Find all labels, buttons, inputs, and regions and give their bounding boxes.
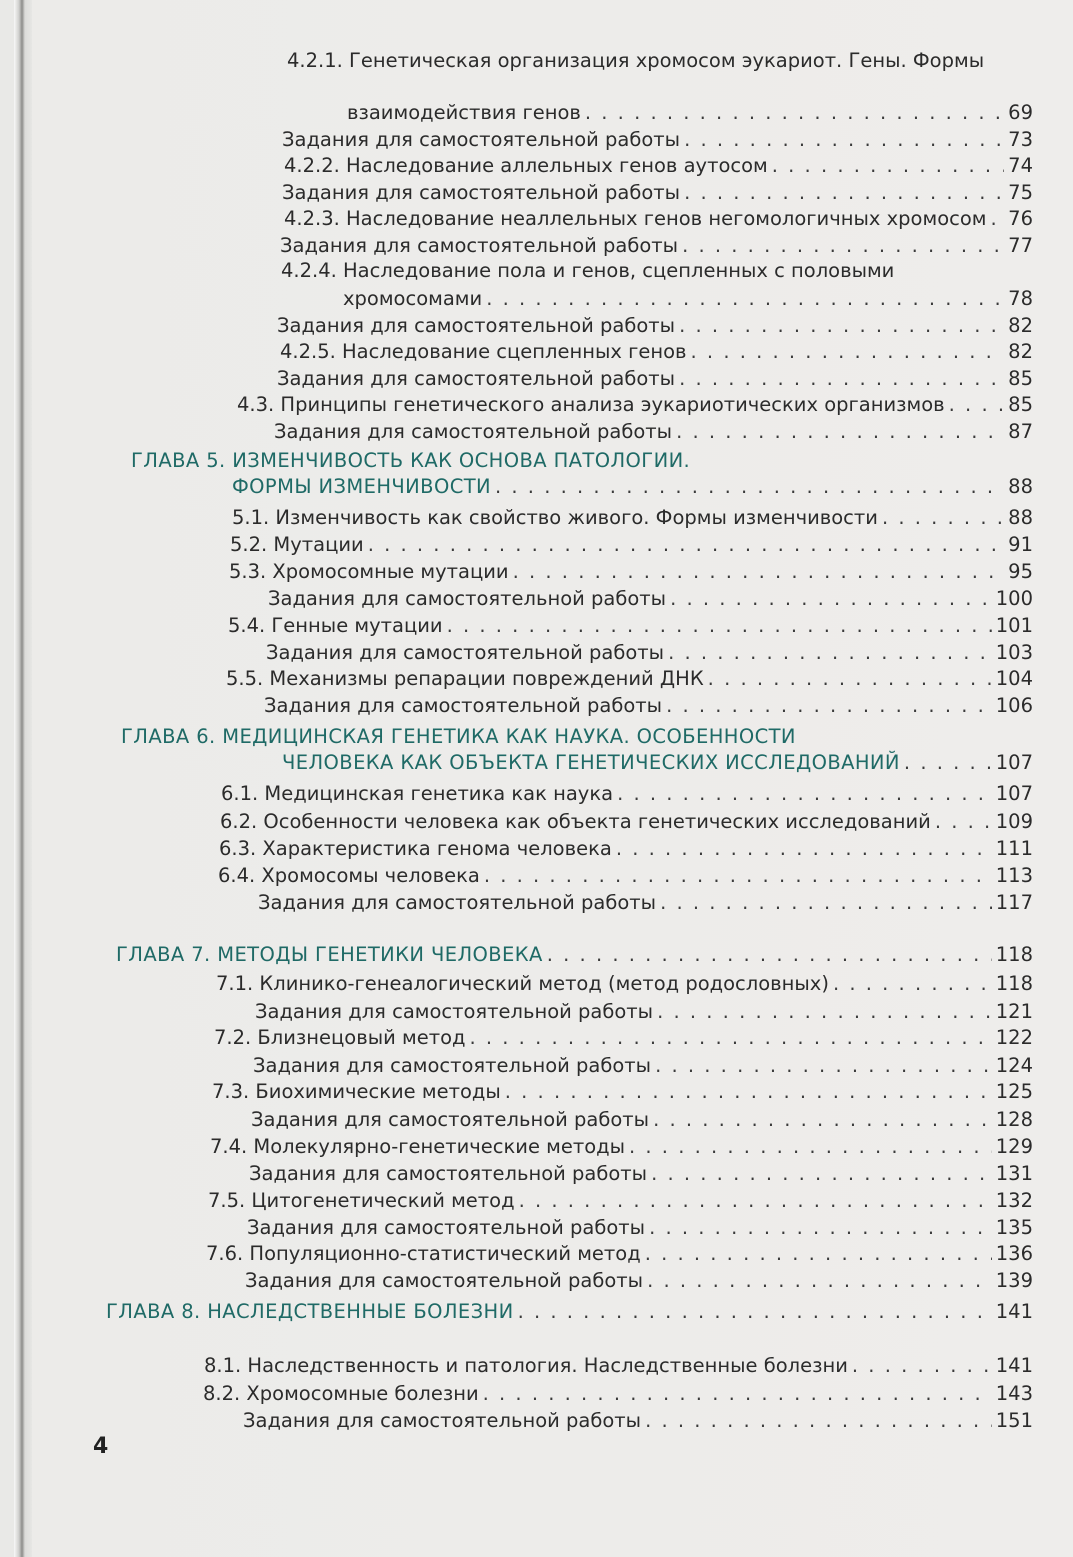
toc-entry-page: 132 — [995, 1189, 1033, 1212]
toc-entry — [228, 611, 1033, 641]
toc-entry-text: Задания для самостоятельной работы — [277, 314, 676, 337]
toc-entry-text: 8.2. Хромосомные болезни — [203, 1382, 479, 1405]
toc-entry — [249, 1159, 1033, 1189]
toc-entry-text: 7.6. Популяционно-статистический метод — [206, 1242, 641, 1265]
toc-entry-page: 151 — [995, 1409, 1033, 1432]
dot-leader — [513, 557, 1005, 587]
dot-leader — [651, 1159, 992, 1189]
toc-entry-page: 91 — [1008, 533, 1033, 556]
toc-entry-page: 77 — [1008, 234, 1033, 257]
toc-entry-text: Задания для самостоятельной работы — [274, 420, 673, 443]
toc-entry-text: Задания для самостоятельной работы — [243, 1409, 642, 1432]
toc-entry — [220, 807, 1033, 837]
dot-leader — [495, 472, 1004, 502]
toc-entry — [206, 1239, 1033, 1269]
toc-entry-text: 5.4. Генные мутации — [228, 614, 443, 637]
toc-entry — [210, 1132, 1033, 1162]
toc-entry-text: Задания для самостоятельной работы — [249, 1162, 648, 1185]
toc-entry — [243, 1406, 1033, 1436]
toc-entry-page: 87 — [1008, 420, 1033, 443]
dot-leader — [904, 748, 992, 778]
toc-entry-text: хромосомами — [343, 287, 483, 310]
chapter-heading-text: ГЛАВА 8. НАСЛЕДСТВЕННЫЕ БОЛЕЗНИ — [106, 1300, 514, 1323]
dot-leader — [447, 611, 992, 641]
dot-leader — [833, 969, 992, 999]
toc-entry — [268, 584, 1033, 614]
toc-entry-page: 135 — [995, 1216, 1033, 1239]
dot-leader — [645, 1239, 992, 1269]
toc-entry-text: 4.3. Принципы генетического анализа эукариотических организмов — [237, 393, 945, 416]
dot-leader — [991, 204, 1005, 234]
toc-entry — [230, 530, 1033, 560]
toc-entry — [274, 417, 1033, 447]
dot-leader — [935, 807, 992, 837]
toc-entry-text: 5.3. Хромосомные мутации — [229, 560, 509, 583]
dot-leader — [666, 691, 992, 721]
toc-entry-text: Задания для самостоятельной работы — [251, 1108, 650, 1131]
toc-entry-page: 125 — [995, 1080, 1033, 1103]
dot-leader — [505, 1077, 992, 1107]
toc-entry-page: 129 — [995, 1135, 1033, 1158]
toc-entry — [226, 664, 1033, 694]
toc-entry-page: 107 — [995, 782, 1033, 805]
toc-entry-text: Задания для самостоятельной работы — [264, 694, 663, 717]
toc-entry-text: 6.2. Особенности человека как объекта генетических исследований — [220, 810, 931, 833]
toc-entry-text: 5.1. Изменчивость как свойство живого. Формы изменчивости — [232, 506, 878, 529]
toc-entry-text: Задания для самостоятельной работы — [245, 1269, 644, 1292]
toc-entry-page: 78 — [1008, 287, 1033, 310]
toc-entry-page: 111 — [995, 837, 1033, 860]
dot-leader — [691, 337, 1005, 367]
toc-entry — [343, 284, 1033, 314]
toc-entry-text: Задания для самостоятельной работы — [255, 1000, 654, 1023]
toc-entry — [347, 98, 1033, 128]
chapter-heading-text: ЧЕЛОВЕКА КАК ОБЪЕКТА ГЕНЕТИЧЕСКИХ ИССЛЕДОВАНИЙ — [282, 751, 900, 774]
toc-entry-text: Задания для самостоятельной работы — [277, 367, 676, 390]
toc-entry-text: Задания для самостоятельной работы — [247, 1216, 646, 1239]
toc-entry — [219, 834, 1033, 864]
toc-entry-text: Задания для самостоятельной работы — [266, 641, 665, 664]
toc-entry-page: 131 — [995, 1162, 1033, 1185]
dot-leader — [486, 284, 1004, 314]
toc-entry — [212, 1077, 1033, 1107]
dot-leader — [585, 98, 1004, 128]
toc-entry — [251, 1105, 1033, 1135]
dot-leader — [653, 1105, 992, 1135]
toc-entry-page: 76 — [1008, 207, 1033, 230]
dot-leader — [616, 834, 992, 864]
toc-entry-page: 117 — [995, 891, 1033, 914]
toc-entry-page: 141 — [995, 1300, 1033, 1323]
dot-leader — [617, 779, 992, 809]
toc-entry-page: 69 — [1008, 101, 1033, 124]
toc-entry-page: 74 — [1008, 154, 1033, 177]
dot-leader — [518, 1297, 992, 1327]
toc-entry-text: Задания для самостоятельной работы — [268, 587, 667, 610]
chapter-heading: ГЛАВА 5. ИЗМЕНЧИВОСТЬ КАК ОСНОВА ПАТОЛОГИИ. — [131, 449, 691, 472]
toc-entry-page: 73 — [1008, 128, 1033, 151]
page-number: 4 — [93, 1434, 109, 1459]
toc-entry-text: 7.1. Клинико-генеалогический метод (метод родословных) — [216, 972, 829, 995]
toc-entry-text: 4.2.3. Наследование неаллельных генов негомологичных хромосом — [284, 207, 987, 230]
toc-entry — [204, 1351, 1033, 1381]
dot-leader — [676, 417, 1004, 447]
toc-entry-page: 122 — [995, 1026, 1033, 1049]
toc-entry — [203, 1379, 1033, 1409]
toc-entry-page: 85 — [1008, 393, 1033, 416]
dot-leader — [882, 503, 1004, 533]
dot-leader — [647, 1266, 992, 1296]
toc-entry-text: 4.2.4. Наследование пола и генов, сцепленных с половыми — [281, 259, 895, 282]
toc-entry-page: 118 — [995, 972, 1033, 995]
toc-entry-text: Задания для самостоятельной работы — [282, 128, 681, 151]
dot-leader — [629, 1132, 992, 1162]
toc-entry-text: 6.1. Медицинская генетика как наука — [221, 782, 614, 805]
toc-entry — [264, 691, 1033, 721]
toc-entry-text: 4.2.2. Наследование аллельных генов аутосом — [284, 154, 768, 177]
toc-entry — [229, 557, 1033, 587]
toc-entry — [258, 888, 1033, 918]
toc-entry-page: 100 — [995, 587, 1033, 610]
chapter-heading: ГЛАВА 6. МЕДИЦИНСКАЯ ГЕНЕТИКА КАК НАУКА. ОСОБЕННОСТИ — [121, 725, 796, 748]
dot-leader — [469, 1023, 991, 1053]
toc-entry-page: 121 — [995, 1000, 1033, 1023]
dot-leader — [949, 390, 1005, 420]
dot-leader — [708, 664, 992, 694]
toc-entry-page: 103 — [995, 641, 1033, 664]
dot-leader — [772, 151, 1004, 181]
toc-entry-text: Задания для самостоятельной работы — [280, 234, 679, 257]
toc-entry — [216, 969, 1033, 999]
toc-entry-page: 136 — [995, 1242, 1033, 1265]
toc-entry-text: 5.5. Механизмы репарации повреждений ДНК — [226, 667, 704, 690]
toc-entry-page: 88 — [1008, 475, 1033, 498]
toc-entry-page: 88 — [1008, 506, 1033, 529]
dot-leader — [645, 1406, 992, 1436]
toc-entry-text: 4.2.5. Наследование сцепленных генов — [280, 340, 687, 363]
toc-entry-page: 124 — [995, 1054, 1033, 1077]
toc-entry-page: 85 — [1008, 367, 1033, 390]
toc-entry-text: 4.2.1. Генетическая организация хромосом эукариот. Гены. Формы — [287, 49, 985, 72]
toc-entry-page: 128 — [995, 1108, 1033, 1131]
toc-entry-page: 82 — [1008, 314, 1033, 337]
toc-entry — [232, 472, 1033, 502]
toc-entry — [221, 779, 1033, 809]
toc-entry-text: 7.3. Биохимические методы — [212, 1080, 501, 1103]
toc-entry-page: 104 — [995, 667, 1033, 690]
toc-entry — [282, 748, 1033, 778]
toc-entry-page: 101 — [995, 614, 1033, 637]
toc-entry-text: 6.3. Характеристика генома человека — [219, 837, 612, 860]
toc-entry-text: Задания для самостоятельной работы — [258, 891, 657, 914]
toc-entry — [208, 1186, 1033, 1216]
toc-entry — [284, 204, 1033, 234]
toc-entry-text: Задания для самостоятельной работы — [282, 181, 681, 204]
dot-leader — [519, 1186, 992, 1216]
toc-entry-page: 106 — [995, 694, 1033, 717]
toc-entry-text: Задания для самостоятельной работы — [253, 1054, 652, 1077]
toc-entry-page: 141 — [995, 1354, 1033, 1377]
toc-entry-page: 143 — [995, 1382, 1033, 1405]
dot-leader — [484, 861, 992, 891]
dot-leader — [368, 530, 1004, 560]
toc-entry-page: 82 — [1008, 340, 1033, 363]
toc-entry-text: 7.5. Цитогенетический метод — [208, 1189, 515, 1212]
toc-entry — [214, 1023, 1033, 1053]
toc-entry-text: 5.2. Мутации — [230, 533, 364, 556]
toc-entry-page: 95 — [1008, 560, 1033, 583]
toc-entry — [232, 503, 1033, 533]
toc-entry — [237, 390, 1033, 420]
toc-entry-page: 109 — [995, 810, 1033, 833]
toc-entry-page: 118 — [995, 943, 1033, 966]
toc-entry — [116, 940, 1033, 970]
chapter-heading-text: ГЛАВА 7. МЕТОДЫ ГЕНЕТИКИ ЧЕЛОВЕКА — [116, 943, 543, 966]
toc-entry — [280, 337, 1033, 367]
dot-leader — [660, 888, 992, 918]
toc-entry-page: 139 — [995, 1269, 1033, 1292]
toc-entry-page: 107 — [995, 751, 1033, 774]
chapter-heading-text: ФОРМЫ ИЗМЕНЧИВОСТИ — [232, 475, 492, 498]
toc-entry-text: взаимодействия генов — [347, 101, 581, 124]
toc-entry — [218, 861, 1033, 891]
toc-entry-text: 8.1. Наследственность и патология. Наследственные болезни — [204, 1354, 848, 1377]
toc-entry-page: 113 — [995, 864, 1033, 887]
dot-leader — [852, 1351, 992, 1381]
toc-entry — [106, 1297, 1033, 1327]
toc-entry — [284, 151, 1033, 181]
dot-leader — [670, 584, 992, 614]
dot-leader — [483, 1379, 992, 1409]
toc-entry-text: 6.4. Хромосомы человека — [218, 864, 480, 887]
toc-entry-text: 7.2. Близнецовый метод — [214, 1026, 466, 1049]
toc-entry — [245, 1266, 1033, 1296]
toc-entry-text: 7.4. Молекулярно-генетические методы — [210, 1135, 626, 1158]
toc-entry-page: 75 — [1008, 181, 1033, 204]
dot-leader — [547, 940, 992, 970]
